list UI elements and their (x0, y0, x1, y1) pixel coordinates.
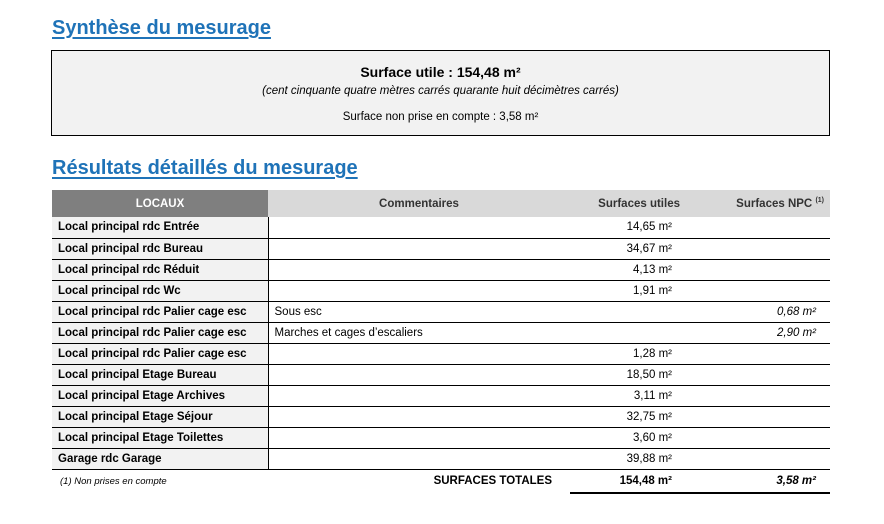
header-locaux: LOCAUX (52, 190, 268, 217)
header-npc-footnote-ref: (1) (815, 197, 824, 205)
header-surfaces-utiles: Surfaces utiles (570, 190, 686, 217)
table-row (52, 280, 830, 301)
table-row (52, 301, 830, 322)
local-name-cell: Local principal Etage Séjour (52, 406, 268, 427)
synthese-title: Synthèse du mesurage (52, 17, 271, 39)
totals-row (52, 469, 830, 493)
header-commentaires: Commentaires (268, 190, 570, 217)
comment-cell (268, 427, 570, 448)
npc-cell (686, 217, 830, 238)
surface-cell: 3,11 m² (570, 385, 686, 406)
surface-cell (570, 301, 686, 322)
npc-cell: 2,90 m² (686, 322, 830, 343)
comment-cell (268, 217, 570, 238)
local-name-cell: Local principal rdc Réduit (52, 259, 268, 280)
npc-cell (686, 364, 830, 385)
surface-cell: 34,67 m² (570, 238, 686, 259)
surface-cell: 4,13 m² (570, 259, 686, 280)
npc-cell (686, 406, 830, 427)
npc-cell (686, 238, 830, 259)
table-row (52, 238, 830, 259)
npc-cell (686, 343, 830, 364)
comment-cell: Marches et cages d’escaliers (268, 322, 570, 343)
table-row (52, 364, 830, 385)
surface-non-prise-text: Surface non prise en compte : 3,58 m² (342, 111, 539, 123)
table-row (52, 406, 830, 427)
table-row (52, 322, 830, 343)
summary-box (51, 50, 830, 136)
surface-utile-text: Surface utile : 154,48 m² (360, 64, 521, 80)
surface-cell: 1,28 m² (570, 343, 686, 364)
local-name-cell: Local principal rdc Entrée (52, 217, 268, 238)
local-name-cell: Local principal rdc Palier cage esc (52, 301, 268, 322)
footnote: (1) Non prises en compte (60, 475, 167, 487)
table-row (52, 343, 830, 364)
table-row (52, 385, 830, 406)
surface-cell: 1,91 m² (570, 280, 686, 301)
npc-cell (686, 448, 830, 469)
comment-cell: Sous esc (268, 301, 570, 322)
comment-cell (268, 364, 570, 385)
npc-cell (686, 259, 830, 280)
comment-cell (268, 280, 570, 301)
local-name-cell: Local principal rdc Bureau (52, 238, 268, 259)
surface-cell: 14,65 m² (570, 217, 686, 238)
comment-cell (268, 385, 570, 406)
total-npc: 3,58 m² (686, 469, 830, 493)
totals-label: SURFACES TOTALES (433, 475, 552, 488)
table-row (52, 448, 830, 469)
total-surface: 154,48 m² (570, 469, 686, 493)
surface-cell: 32,75 m² (570, 406, 686, 427)
local-name-cell: Garage rdc Garage (52, 448, 268, 469)
table-header-row (52, 190, 830, 217)
comment-cell (268, 343, 570, 364)
comment-cell (268, 238, 570, 259)
header-surfaces-npc (686, 190, 830, 217)
surface-cell (570, 322, 686, 343)
table-row (52, 427, 830, 448)
surface-utile-words: (cent cinquante quatre mètres carrés quarante huit décimètres carrés) (262, 85, 619, 97)
comment-cell (268, 448, 570, 469)
comment-cell (268, 406, 570, 427)
local-name-cell: Local principal rdc Palier cage esc (52, 322, 268, 343)
local-name-cell: Local principal rdc Wc (52, 280, 268, 301)
npc-cell (686, 427, 830, 448)
local-name-cell: Local principal Etage Toilettes (52, 427, 268, 448)
npc-cell (686, 385, 830, 406)
results-table (52, 190, 830, 494)
comment-cell (268, 259, 570, 280)
npc-cell (686, 280, 830, 301)
npc-cell: 0,68 m² (686, 301, 830, 322)
local-name-cell: Local principal Etage Archives (52, 385, 268, 406)
local-name-cell: Local principal Etage Bureau (52, 364, 268, 385)
table-row (52, 217, 830, 238)
header-surfaces-npc-label: Surfaces NPC (736, 197, 813, 210)
surface-cell: 39,88 m² (570, 448, 686, 469)
surface-cell: 3,60 m² (570, 427, 686, 448)
resultats-title: Résultats détaillés du mesurage (52, 157, 358, 179)
surface-cell: 18,50 m² (570, 364, 686, 385)
table-row (52, 259, 830, 280)
local-name-cell: Local principal rdc Palier cage esc (52, 343, 268, 364)
